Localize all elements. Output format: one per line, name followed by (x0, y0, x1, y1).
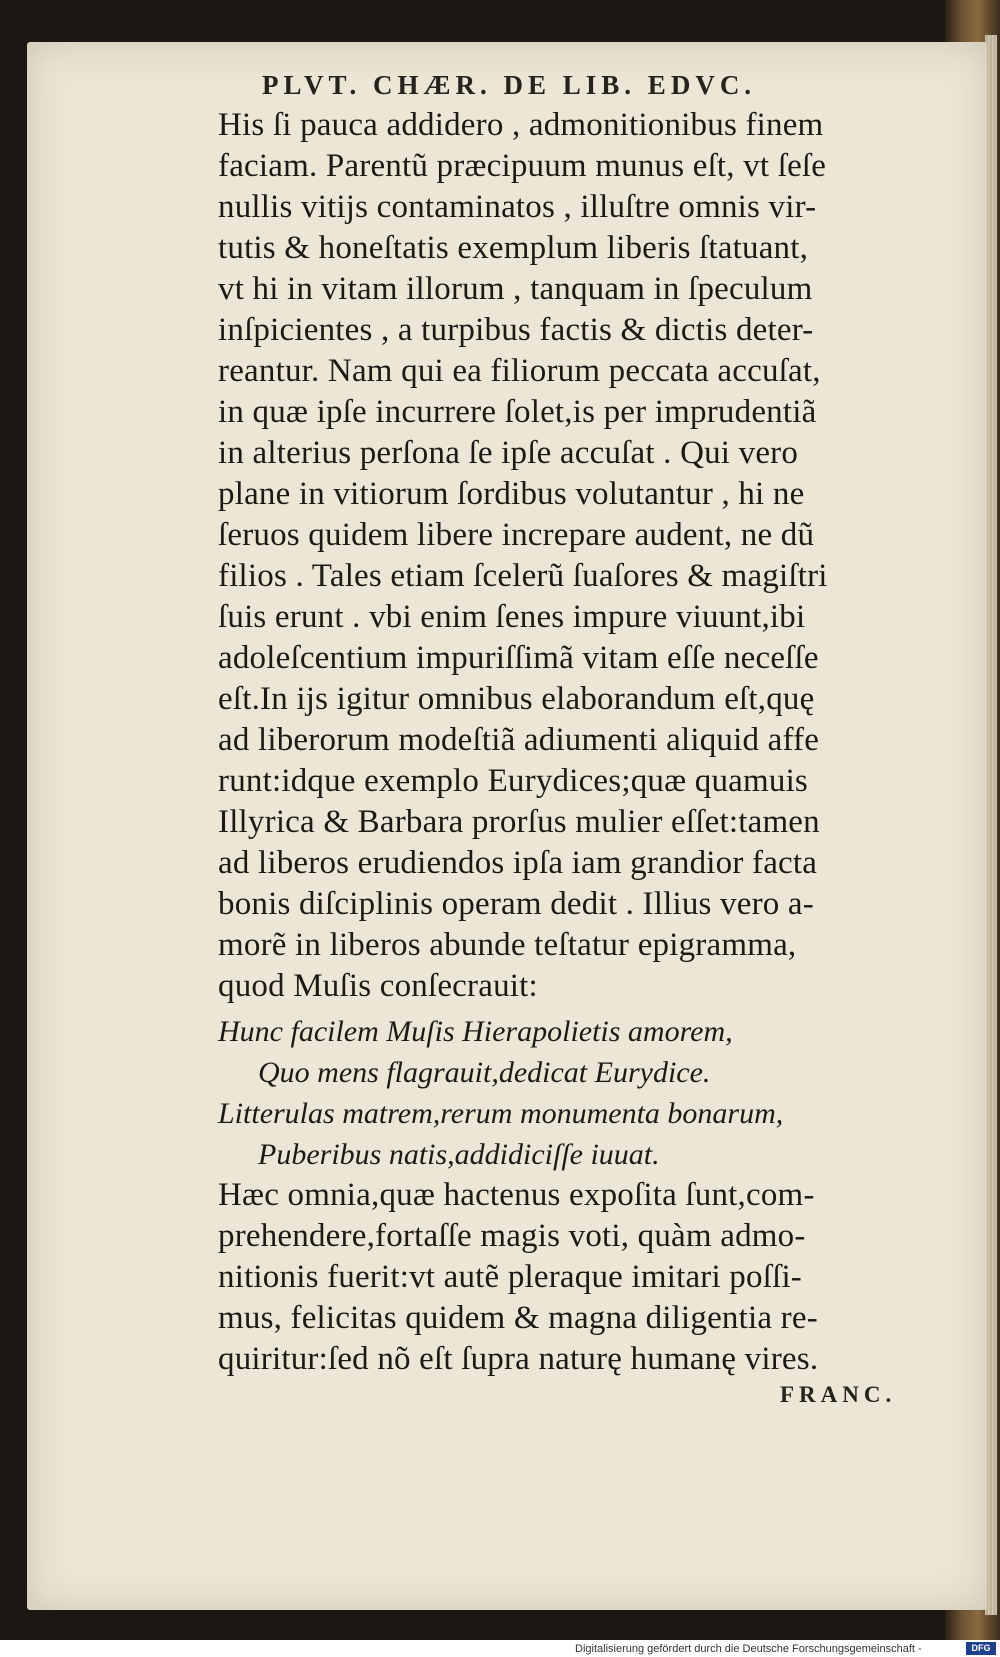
text-line: ad liberorum modeſtiã adiumenti aliquid affe (218, 722, 820, 758)
text-line: nitionis fuerit:vt autẽ pleraque imitari poſſi- (218, 1259, 802, 1295)
text-line: inſpicientes , a turpibus factis & dictis deter- (218, 312, 814, 348)
text-line: plane in vitiorum ſordibus volutantur , hi ne (218, 476, 805, 512)
text-line: in alterius perſona ſe ipſe accuſat . Qui vero (218, 435, 799, 471)
text-line: filios . Tales etiam ſcelerũ ſuaſores & magiſtri (218, 558, 828, 594)
paragraph-2 (218, 1175, 926, 1380)
running-head: PLVT. CHÆR. DE LIB. EDVC. (262, 70, 757, 100)
text-line: quod Muſis conſecrauit: (218, 968, 538, 1004)
paragraph-1 (218, 105, 926, 1007)
text-line: morẽ in liberos abunde teſtatur epigramma, (218, 927, 797, 963)
text-line: reantur. Nam qui ea filiorum peccata accuſat, (218, 353, 821, 389)
catchword: FRANC. (780, 1382, 897, 1407)
text-line: adoleſcentium impuriſſimã vitam eſſe neceſſe (218, 640, 819, 676)
text-line: mus, felicitas quidem & magna diligentia re- (218, 1300, 818, 1336)
text-line: in quæ ipſe incurrere ſolet,is per imprudentiã (218, 394, 817, 430)
text-line: Hæc omnia,quæ hactenus expoſita ſunt,com- (218, 1177, 815, 1213)
dfg-logo-icon: DFG (966, 1642, 996, 1655)
verse-line: Quo mens flagrauit,dedicat Eurydice. (258, 1056, 711, 1089)
text-line: quiritur:ſed nõ eſt ſupra naturę humanę vires. (218, 1341, 819, 1377)
text-line: ad liberos erudiendos ipſa iam grandior facta (218, 845, 818, 881)
text-line: His ſi pauca addidero , admonitionibus finem (218, 107, 824, 143)
text-line: nullis vitijs contaminatos , illuſtre omnis vir- (218, 189, 817, 225)
verse-line: Puberibus natis,addidiciſſe iuuat. (258, 1138, 660, 1171)
text-block (218, 105, 926, 1380)
text-line: bonis diſciplinis operam dedit . Illius vero a- (218, 886, 814, 922)
verse-line: Hunc facilem Muſis Hierapolietis amorem, (218, 1015, 733, 1048)
text-line: Illyrica & Barbara prorſus mulier eſſet:tamen (218, 804, 820, 840)
text-line: tutis & honeſtatis exemplum liberis ſtatuant, (218, 230, 809, 266)
verse-line: Litterulas matrem,rerum monumenta bonarum, (218, 1097, 784, 1130)
text-line: prehendere,fortaſſe magis voti, quàm admo- (218, 1218, 806, 1254)
epigram-verse (218, 1011, 926, 1175)
text-line: vt hi in vitam illorum , tanquam in ſpeculum (218, 271, 813, 307)
text-line: ſuis erunt . vbi enim ſenes impure viuunt,ibi (218, 599, 806, 635)
text-line: runt:idque exemplo Eurydices;quæ quamuis (218, 763, 808, 799)
text-line: eſt.In ijs igitur omnibus elaborandum eſt,quę (218, 681, 815, 717)
text-line: ſeruos quidem libere increpare audent, ne dũ (218, 517, 815, 553)
text-line: faciam. Parentũ præcipuum munus eſt, vt ſeſe (218, 148, 827, 184)
funding-footer: Digitalisierung gefördert durch die Deutsche Forschungsgemeinschaft - (575, 1643, 922, 1655)
